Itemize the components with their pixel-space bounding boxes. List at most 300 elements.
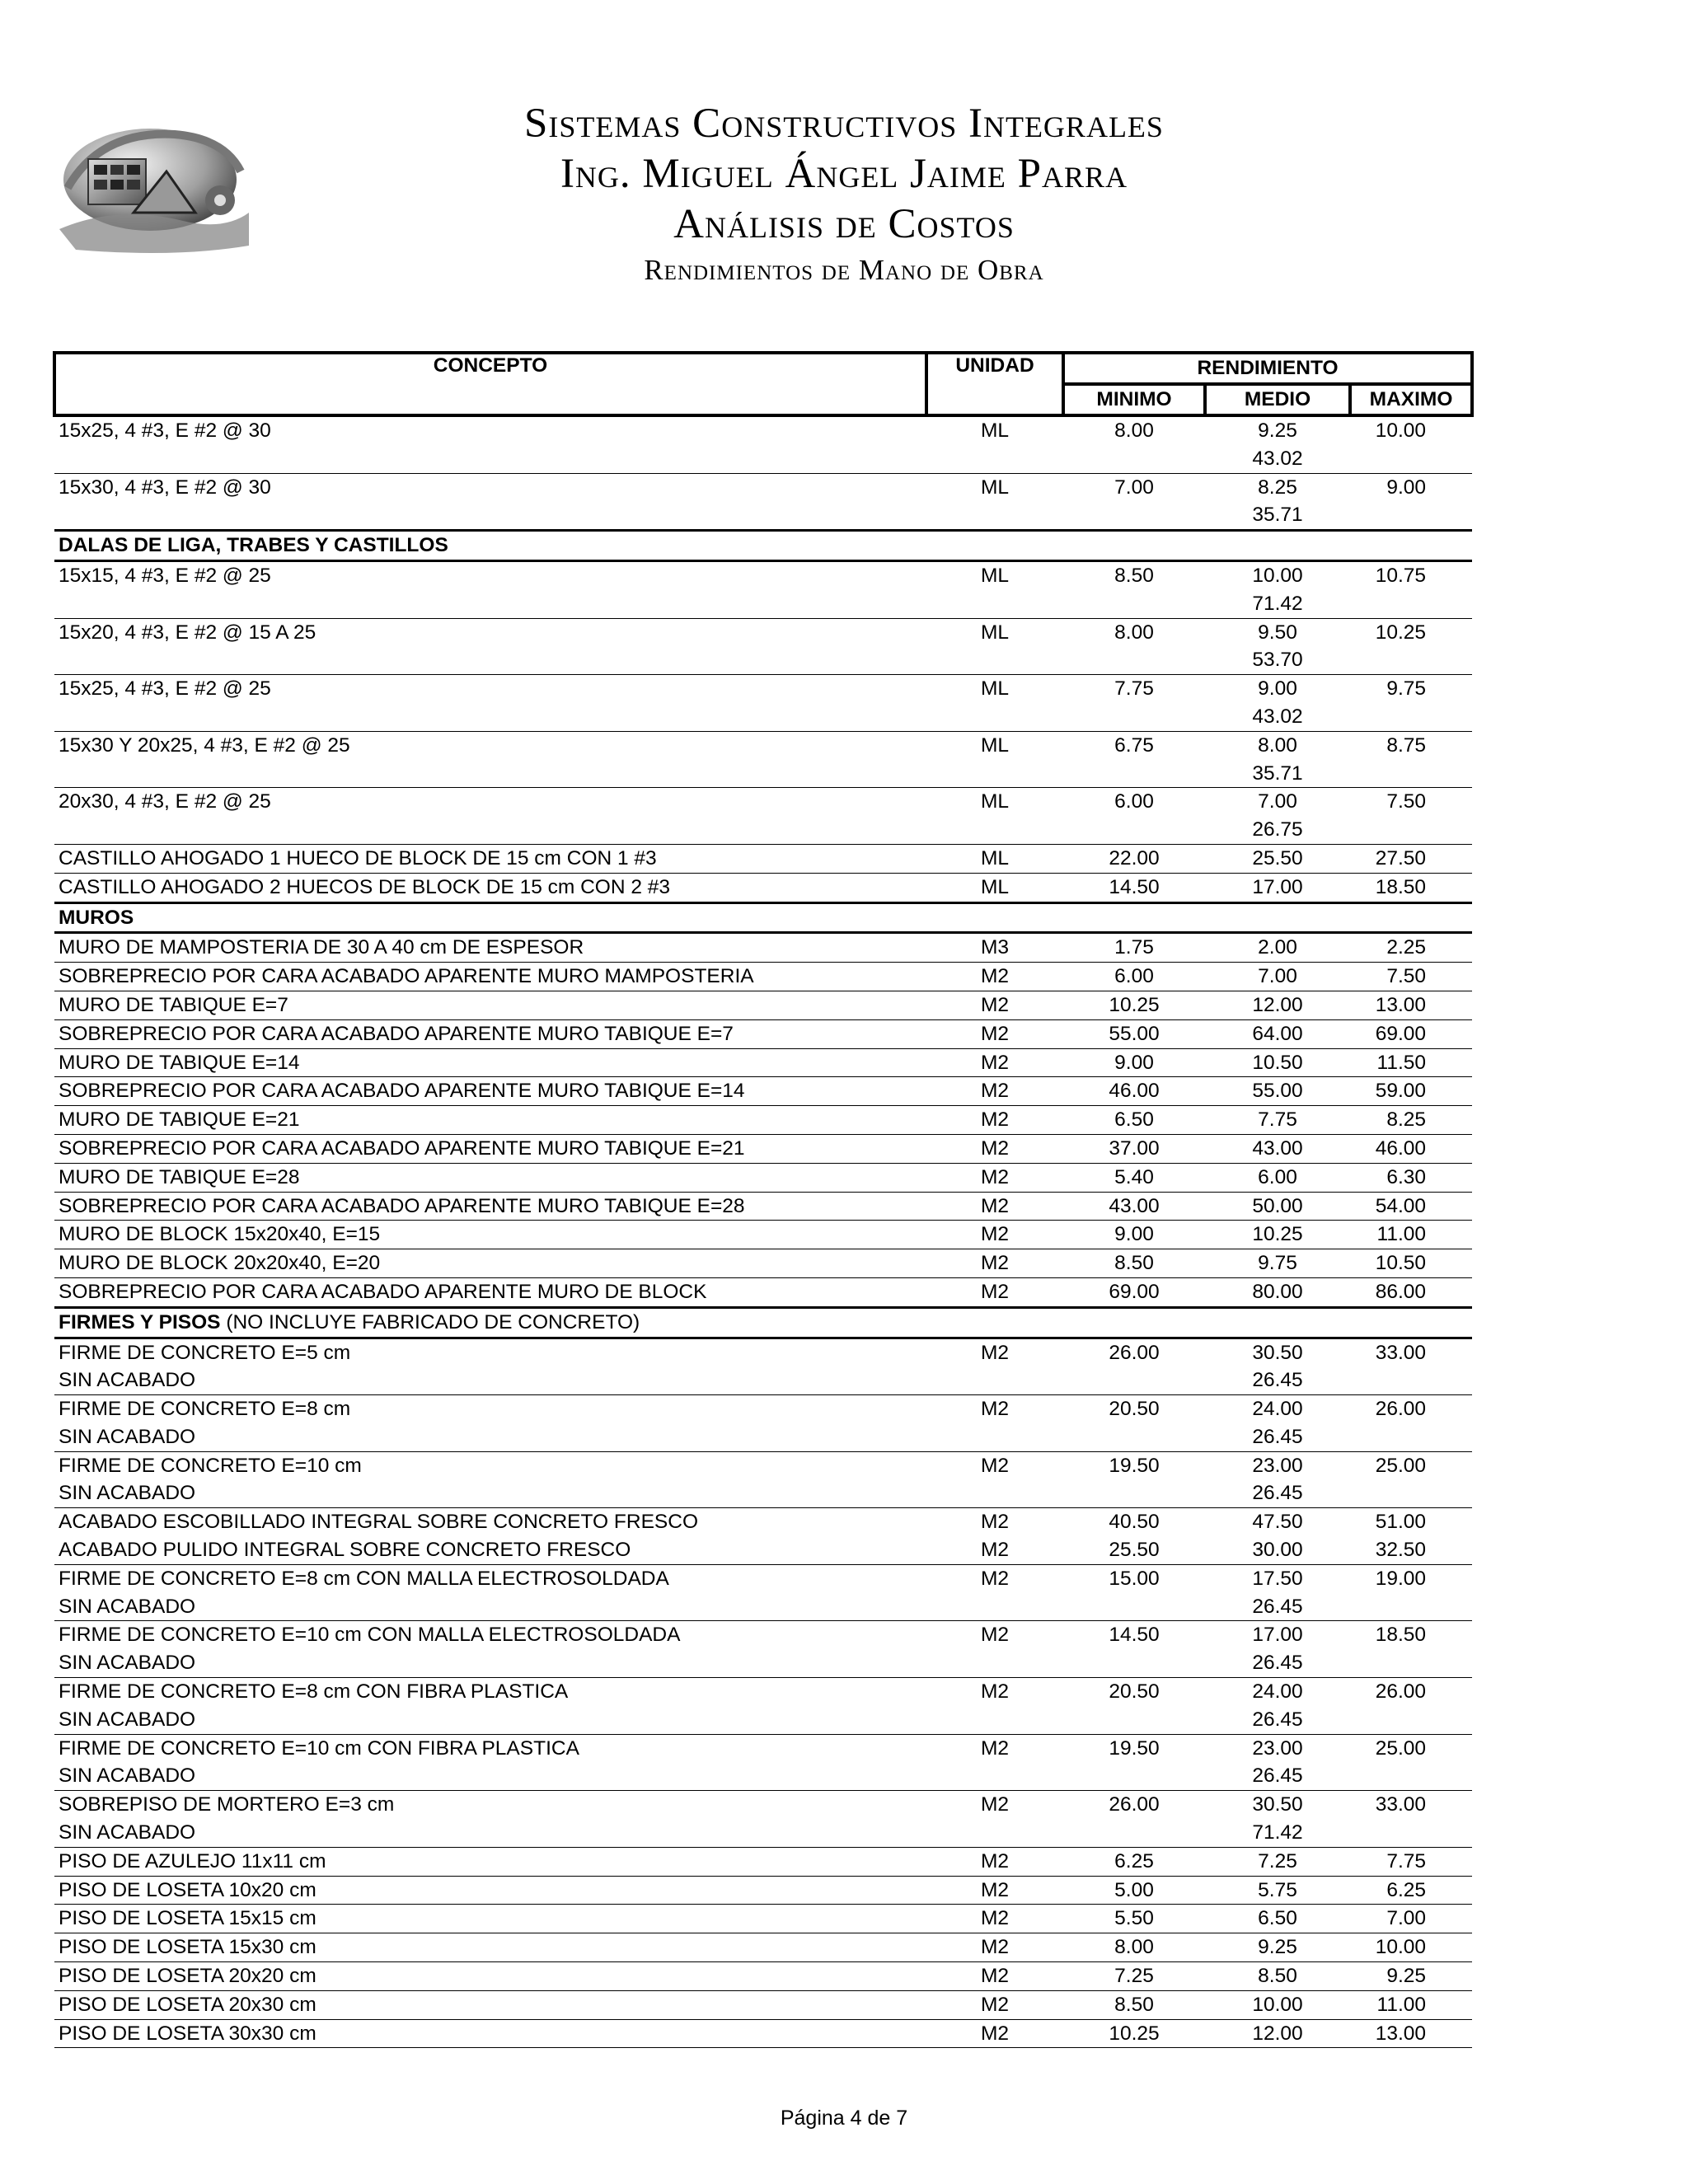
cell-medio: 30.50 bbox=[1252, 1793, 1303, 1816]
cell-maximo: 54.00 bbox=[1350, 1192, 1472, 1221]
cell-maximo: 51.00 bbox=[1375, 1511, 1427, 1534]
cell-minimo: 1.75 bbox=[1063, 933, 1205, 963]
cell-maximo: 9.00 bbox=[1386, 476, 1427, 499]
cell-medio: 47.50 bbox=[1252, 1511, 1303, 1534]
cell-maximo bbox=[1350, 501, 1472, 530]
cell-concepto: MURO DE TABIQUE E=28 bbox=[54, 1163, 926, 1192]
cell-unidad: M2 bbox=[926, 1048, 1063, 1077]
cell-concepto: 20x30, 4 #3, E #2 @ 25 bbox=[59, 790, 271, 813]
cell-maximo: 11.00 bbox=[1350, 1990, 1472, 2019]
table-body bbox=[54, 415, 1472, 2048]
cell-concepto: PISO DE LOSETA 30x30 cm bbox=[54, 2019, 926, 2048]
cell-maximo: 7.00 bbox=[1350, 1905, 1472, 1933]
cell-minimo: 6.00 bbox=[1063, 963, 1205, 991]
cell-concepto: SOBREPRECIO POR CARA ACABADO APARENTE MURO TABIQUE E=21 bbox=[54, 1134, 926, 1163]
cell-minimo bbox=[1063, 1366, 1205, 1394]
cell-maximo: 19.00 bbox=[1375, 1567, 1427, 1590]
table-row bbox=[54, 1593, 1472, 1621]
header-minimo: MINIMO bbox=[1063, 384, 1205, 415]
table-row bbox=[54, 1134, 1472, 1163]
table-row bbox=[54, 1819, 1472, 1847]
cell-concepto: 15x25, 4 #3, E #2 @ 30 bbox=[59, 419, 271, 442]
cell-maximo bbox=[1350, 1706, 1472, 1734]
table-row bbox=[54, 445, 1472, 473]
cell-unidad: M2 bbox=[980, 1341, 1010, 1364]
company-name: Sistemas Constructivos Integrales bbox=[524, 101, 1164, 147]
cell-minimo: 26.00 bbox=[1109, 1341, 1160, 1364]
cell-maximo: 6.30 bbox=[1350, 1163, 1472, 1192]
cell-unidad: M2 bbox=[926, 1106, 1063, 1135]
cell-concepto: FIRME DE CONCRETO E=10 cm CON MALLA ELECTROSOLDADA bbox=[59, 1624, 681, 1647]
cell-concepto: FIRME DE CONCRETO E=5 cm bbox=[59, 1341, 351, 1364]
cell-maximo: 33.00 bbox=[1375, 1341, 1427, 1364]
table-row bbox=[54, 1678, 1472, 1706]
cell-maximo bbox=[1350, 1762, 1472, 1790]
cell-medio: 24.00 bbox=[1252, 1398, 1303, 1421]
cell-unidad: ML bbox=[980, 419, 1010, 442]
cell-concepto: PISO DE LOSETA 15x15 cm bbox=[54, 1905, 926, 1933]
cell-medio: 26.75 bbox=[1205, 816, 1350, 844]
cell-minimo: 8.50 bbox=[1114, 564, 1154, 587]
cell-unidad: M2 bbox=[980, 1736, 1010, 1760]
cell-medio: 10.50 bbox=[1205, 1048, 1350, 1077]
cell-concepto: 15x15, 4 #3, E #2 @ 25 bbox=[59, 564, 271, 587]
cell-minimo bbox=[1063, 1762, 1205, 1790]
cell-minimo bbox=[1063, 1423, 1205, 1451]
cell-concepto: FIRME DE CONCRETO E=8 cm bbox=[59, 1398, 351, 1421]
cell-concepto: SIN ACABADO bbox=[54, 1706, 926, 1734]
cell-medio: 10.00 bbox=[1205, 1990, 1350, 2019]
cell-minimo: 69.00 bbox=[1063, 1277, 1205, 1307]
cell-unidad: M2 bbox=[926, 1536, 1063, 1564]
cell-concepto bbox=[54, 445, 926, 473]
cell-concepto: MURO DE TABIQUE E=14 bbox=[54, 1048, 926, 1077]
cell-concepto: SIN ACABADO bbox=[54, 1819, 926, 1847]
cell-unidad: M2 bbox=[926, 1933, 1063, 1962]
cell-minimo bbox=[1063, 501, 1205, 530]
cell-concepto: ACABADO ESCOBILLADO INTEGRAL SOBRE CONCRETO FRESCO bbox=[59, 1511, 698, 1534]
cell-medio: 26.45 bbox=[1205, 1593, 1350, 1621]
table-row bbox=[54, 873, 1472, 902]
cell-concepto bbox=[54, 703, 926, 731]
cell-unidad: ML bbox=[926, 844, 1063, 873]
cell-minimo: 8.50 bbox=[1063, 1249, 1205, 1278]
cell-unidad bbox=[926, 1649, 1063, 1677]
table-row bbox=[54, 1338, 1472, 1366]
table-row bbox=[54, 1933, 1472, 1962]
cell-maximo bbox=[1350, 445, 1472, 473]
cell-concepto: 15x30, 4 #3, E #2 @ 30 bbox=[59, 476, 271, 499]
cell-unidad: ML bbox=[980, 790, 1010, 813]
cell-unidad: M2 bbox=[926, 1905, 1063, 1933]
cell-maximo: 11.50 bbox=[1350, 1048, 1472, 1077]
table-row bbox=[54, 590, 1472, 618]
cell-medio: 12.00 bbox=[1205, 2019, 1350, 2048]
cell-concepto bbox=[54, 816, 926, 844]
cell-medio: 7.25 bbox=[1205, 1847, 1350, 1876]
table-row bbox=[54, 1192, 1472, 1221]
cell-maximo: 13.00 bbox=[1350, 2019, 1472, 2048]
cell-medio: 6.50 bbox=[1205, 1905, 1350, 1933]
cell-medio: 9.00 bbox=[1258, 677, 1297, 701]
cell-maximo bbox=[1350, 1593, 1472, 1621]
cell-concepto bbox=[54, 760, 926, 788]
cell-minimo bbox=[1063, 1593, 1205, 1621]
cell-unidad: ML bbox=[980, 733, 1010, 757]
section-header-row bbox=[54, 531, 1472, 561]
cell-medio: 23.00 bbox=[1252, 1736, 1303, 1760]
table-row bbox=[54, 1508, 1472, 1536]
table-row bbox=[54, 2019, 1472, 2048]
cell-maximo: 8.75 bbox=[1386, 733, 1427, 757]
cell-medio: 5.75 bbox=[1205, 1876, 1350, 1905]
cell-maximo: 6.25 bbox=[1350, 1876, 1472, 1905]
cell-unidad: ML bbox=[980, 677, 1010, 701]
cell-concepto: CASTILLO AHOGADO 1 HUECO DE BLOCK DE 15 cm CON 1 #3 bbox=[54, 844, 926, 873]
cell-unidad: M2 bbox=[980, 1511, 1010, 1534]
cell-minimo: 20.50 bbox=[1109, 1398, 1160, 1421]
cell-concepto: FIRME DE CONCRETO E=8 cm CON FIBRA PLASTICA bbox=[59, 1680, 569, 1704]
cell-minimo: 19.50 bbox=[1109, 1736, 1160, 1760]
cell-minimo: 7.75 bbox=[1114, 677, 1154, 701]
cell-maximo: 7.50 bbox=[1350, 963, 1472, 991]
cell-unidad: M2 bbox=[926, 1134, 1063, 1163]
cell-minimo bbox=[1063, 816, 1205, 844]
cell-minimo: 6.25 bbox=[1063, 1847, 1205, 1876]
cell-unidad bbox=[926, 646, 1063, 674]
table-row bbox=[54, 1734, 1472, 1762]
header-maximo: MAXIMO bbox=[1350, 384, 1472, 415]
cell-maximo bbox=[1350, 1423, 1472, 1451]
cell-unidad: M3 bbox=[926, 933, 1063, 963]
cell-unidad: M2 bbox=[926, 1277, 1063, 1307]
cell-medio: 8.25 bbox=[1258, 476, 1297, 499]
table-row bbox=[54, 1706, 1472, 1734]
cell-minimo bbox=[1063, 1706, 1205, 1734]
cell-unidad: M2 bbox=[926, 1990, 1063, 2019]
cell-maximo: 18.50 bbox=[1375, 1624, 1427, 1647]
cell-minimo: 8.00 bbox=[1114, 419, 1154, 442]
cell-maximo: 10.50 bbox=[1350, 1249, 1472, 1278]
cell-concepto: SIN ACABADO bbox=[54, 1649, 926, 1677]
cell-maximo: 32.50 bbox=[1350, 1536, 1472, 1564]
cell-medio: 30.00 bbox=[1205, 1536, 1350, 1564]
rendimientos-table bbox=[53, 351, 1474, 2048]
cell-concepto: SIN ACABADO bbox=[54, 1593, 926, 1621]
header-medio: MEDIO bbox=[1205, 384, 1350, 415]
cell-medio: 80.00 bbox=[1205, 1277, 1350, 1307]
section-note: (NO INCLUYE FABRICADO DE CONCRETO) bbox=[220, 1310, 640, 1333]
header-rendimiento: RENDIMIENTO bbox=[1063, 353, 1472, 384]
cell-medio: 9.25 bbox=[1205, 1933, 1350, 1962]
cell-unidad: M2 bbox=[926, 1163, 1063, 1192]
cell-minimo bbox=[1063, 646, 1205, 674]
table-row bbox=[54, 933, 1472, 963]
table-row bbox=[54, 1905, 1472, 1933]
cell-medio: 7.75 bbox=[1205, 1106, 1350, 1135]
cell-unidad: M2 bbox=[980, 1398, 1010, 1421]
engineer-name: Ing. Miguel Ángel Jaime Parra bbox=[560, 151, 1128, 197]
table-row bbox=[54, 618, 1472, 646]
cell-concepto: SOBREPRECIO POR CARA ACABADO APARENTE MURO TABIQUE E=7 bbox=[54, 1019, 926, 1048]
cell-unidad: M2 bbox=[980, 1567, 1010, 1590]
cell-maximo: 27.50 bbox=[1350, 844, 1472, 873]
cell-medio: 6.00 bbox=[1205, 1163, 1350, 1192]
cell-maximo: 10.75 bbox=[1375, 564, 1427, 587]
table-row bbox=[54, 1048, 1472, 1077]
cell-medio: 7.00 bbox=[1205, 963, 1350, 991]
cell-medio: 10.00 bbox=[1252, 564, 1303, 587]
cell-concepto: SOBREPISO DE MORTERO E=3 cm bbox=[59, 1793, 395, 1816]
cell-maximo: 25.00 bbox=[1375, 1454, 1427, 1477]
table-row bbox=[54, 788, 1472, 816]
section-header-row bbox=[54, 902, 1472, 933]
cell-medio: 9.75 bbox=[1205, 1249, 1350, 1278]
header-concepto: CONCEPTO bbox=[54, 353, 926, 415]
table-row bbox=[54, 1621, 1472, 1649]
cell-unidad bbox=[926, 445, 1063, 473]
cell-maximo: 9.25 bbox=[1350, 1962, 1472, 1991]
cell-minimo: 19.50 bbox=[1109, 1454, 1160, 1477]
cell-maximo bbox=[1350, 760, 1472, 788]
cell-medio: 35.71 bbox=[1205, 760, 1350, 788]
cell-medio: 25.50 bbox=[1205, 844, 1350, 873]
cell-maximo: 2.25 bbox=[1350, 933, 1472, 963]
table-row bbox=[54, 1649, 1472, 1677]
cell-maximo: 59.00 bbox=[1350, 1077, 1472, 1106]
cell-minimo: 37.00 bbox=[1063, 1134, 1205, 1163]
cell-unidad: M2 bbox=[926, 991, 1063, 1019]
cell-medio: 43.02 bbox=[1205, 703, 1350, 731]
cell-medio: 17.00 bbox=[1205, 873, 1350, 902]
cell-unidad bbox=[926, 1762, 1063, 1790]
cell-unidad: ML bbox=[980, 621, 1010, 644]
cell-unidad bbox=[926, 816, 1063, 844]
cell-concepto: SIN ACABADO bbox=[54, 1479, 926, 1507]
cell-unidad bbox=[926, 1819, 1063, 1847]
cell-medio: 71.42 bbox=[1205, 1819, 1350, 1847]
table-row bbox=[54, 1019, 1472, 1048]
cell-maximo bbox=[1350, 816, 1472, 844]
table-row bbox=[54, 1564, 1472, 1592]
table-row bbox=[54, 963, 1472, 991]
table-row bbox=[54, 1847, 1472, 1876]
table-row bbox=[54, 816, 1472, 844]
cell-minimo bbox=[1063, 1819, 1205, 1847]
cell-maximo: 10.25 bbox=[1375, 621, 1427, 644]
cell-medio: 26.45 bbox=[1205, 1649, 1350, 1677]
cell-unidad bbox=[926, 760, 1063, 788]
cell-medio: 9.25 bbox=[1258, 419, 1297, 442]
cell-minimo bbox=[1063, 760, 1205, 788]
cell-medio: 50.00 bbox=[1205, 1192, 1350, 1221]
table-row bbox=[54, 1106, 1472, 1135]
cell-maximo: 8.25 bbox=[1350, 1106, 1472, 1135]
cell-maximo bbox=[1350, 1479, 1472, 1507]
cell-maximo: 13.00 bbox=[1350, 991, 1472, 1019]
document-title: Análisis de Costos bbox=[673, 201, 1015, 247]
cell-minimo bbox=[1063, 590, 1205, 618]
cell-concepto: FIRME DE CONCRETO E=10 cm bbox=[59, 1454, 362, 1477]
cell-maximo bbox=[1350, 1819, 1472, 1847]
cell-unidad: M2 bbox=[926, 963, 1063, 991]
cell-maximo: 26.00 bbox=[1375, 1398, 1427, 1421]
table-row bbox=[54, 991, 1472, 1019]
cell-unidad bbox=[926, 1593, 1063, 1621]
cell-minimo: 20.50 bbox=[1109, 1680, 1160, 1704]
cell-minimo bbox=[1063, 445, 1205, 473]
cell-unidad: ML bbox=[980, 476, 1010, 499]
table-row bbox=[54, 1762, 1472, 1790]
cell-minimo: 55.00 bbox=[1063, 1019, 1205, 1048]
cell-concepto: SOBREPRECIO POR CARA ACABADO APARENTE MURO TABIQUE E=14 bbox=[54, 1077, 926, 1106]
cell-maximo: 7.75 bbox=[1350, 1847, 1472, 1876]
cell-medio: 43.00 bbox=[1205, 1134, 1350, 1163]
cell-unidad: M2 bbox=[926, 1077, 1063, 1106]
cell-maximo: 10.00 bbox=[1350, 1933, 1472, 1962]
cell-concepto: SIN ACABADO bbox=[54, 1762, 926, 1790]
cell-concepto: MURO DE TABIQUE E=7 bbox=[54, 991, 926, 1019]
cell-concepto bbox=[54, 646, 926, 674]
cell-maximo: 69.00 bbox=[1350, 1019, 1472, 1048]
cell-minimo: 8.00 bbox=[1114, 621, 1154, 644]
cell-minimo: 10.25 bbox=[1063, 991, 1205, 1019]
document-subtitle: Rendimientos de Mano de Obra bbox=[644, 254, 1044, 286]
table-row bbox=[54, 760, 1472, 788]
table-row bbox=[54, 703, 1472, 731]
table-row bbox=[54, 1479, 1472, 1507]
cell-unidad: M2 bbox=[926, 2019, 1063, 2048]
cell-medio: 26.45 bbox=[1205, 1762, 1350, 1790]
cell-medio: 55.00 bbox=[1205, 1077, 1350, 1106]
cell-unidad: M2 bbox=[926, 1962, 1063, 1991]
cell-minimo: 26.00 bbox=[1109, 1793, 1160, 1816]
table-row bbox=[54, 1249, 1472, 1278]
cell-medio: 8.00 bbox=[1258, 733, 1297, 757]
table-row bbox=[54, 1791, 1472, 1819]
cell-concepto: MURO DE TABIQUE E=21 bbox=[54, 1106, 926, 1135]
cell-maximo: 18.50 bbox=[1350, 873, 1472, 902]
document-header bbox=[0, 99, 1688, 291]
cell-unidad bbox=[926, 1423, 1063, 1451]
cell-medio: 23.00 bbox=[1252, 1454, 1303, 1477]
cell-concepto: PISO DE LOSETA 20x30 cm bbox=[54, 1990, 926, 2019]
cell-minimo: 40.50 bbox=[1109, 1511, 1160, 1534]
cell-concepto: FIRME DE CONCRETO E=8 cm CON MALLA ELECTROSOLDADA bbox=[59, 1567, 669, 1590]
table-row bbox=[54, 844, 1472, 873]
cell-minimo: 5.50 bbox=[1063, 1905, 1205, 1933]
cell-concepto bbox=[54, 590, 926, 618]
cell-unidad: M2 bbox=[980, 1680, 1010, 1704]
cell-medio: 2.00 bbox=[1205, 933, 1350, 963]
cell-concepto: SIN ACABADO bbox=[54, 1366, 926, 1394]
cell-medio: 30.50 bbox=[1252, 1341, 1303, 1364]
cell-medio: 8.50 bbox=[1205, 1962, 1350, 1991]
cell-medio: 53.70 bbox=[1205, 646, 1350, 674]
cell-unidad: M2 bbox=[926, 1249, 1063, 1278]
cell-medio: 17.50 bbox=[1252, 1567, 1303, 1590]
cell-minimo: 25.50 bbox=[1063, 1536, 1205, 1564]
cell-medio: 64.00 bbox=[1205, 1019, 1350, 1048]
cell-unidad bbox=[926, 501, 1063, 530]
cell-maximo: 25.00 bbox=[1375, 1736, 1427, 1760]
cell-medio: 26.45 bbox=[1205, 1479, 1350, 1507]
section-title-text: MUROS bbox=[59, 906, 134, 929]
cell-maximo: 10.00 bbox=[1375, 419, 1427, 442]
cell-medio: 43.02 bbox=[1205, 445, 1350, 473]
cell-minimo: 7.00 bbox=[1114, 476, 1154, 499]
cell-concepto: 15x20, 4 #3, E #2 @ 15 A 25 bbox=[59, 621, 316, 644]
cell-maximo bbox=[1350, 1649, 1472, 1677]
cell-medio: 26.45 bbox=[1205, 1706, 1350, 1734]
cell-concepto: SOBREPRECIO POR CARA ACABADO APARENTE MURO TABIQUE E=28 bbox=[54, 1192, 926, 1221]
cell-concepto: CASTILLO AHOGADO 2 HUECOS DE BLOCK DE 15 cm CON 2 #3 bbox=[54, 873, 926, 902]
cell-minimo bbox=[1063, 1479, 1205, 1507]
cell-unidad: ML bbox=[980, 564, 1010, 587]
cell-minimo: 14.50 bbox=[1109, 1624, 1160, 1647]
cell-unidad: M2 bbox=[926, 1019, 1063, 1048]
table-row bbox=[54, 1077, 1472, 1106]
cell-minimo: 7.25 bbox=[1063, 1962, 1205, 1991]
cell-minimo: 5.00 bbox=[1063, 1876, 1205, 1905]
cell-minimo: 22.00 bbox=[1063, 844, 1205, 873]
cell-concepto: PISO DE LOSETA 15x30 cm bbox=[54, 1933, 926, 1962]
cell-minimo: 8.50 bbox=[1063, 1990, 1205, 2019]
cell-maximo: 9.75 bbox=[1386, 677, 1427, 701]
cell-maximo: 11.00 bbox=[1350, 1221, 1472, 1249]
cell-concepto: FIRME DE CONCRETO E=10 cm CON FIBRA PLASTICA bbox=[59, 1736, 579, 1760]
cell-unidad: M2 bbox=[926, 1847, 1063, 1876]
table-row bbox=[54, 675, 1472, 703]
table-row bbox=[54, 1536, 1472, 1564]
cell-minimo: 8.00 bbox=[1063, 1933, 1205, 1962]
cell-maximo: 33.00 bbox=[1375, 1793, 1427, 1816]
cell-maximo bbox=[1350, 1366, 1472, 1394]
cell-concepto: SIN ACABADO bbox=[54, 1423, 926, 1451]
cell-minimo: 5.40 bbox=[1063, 1163, 1205, 1192]
cell-medio: 10.25 bbox=[1205, 1221, 1350, 1249]
header-unidad: UNIDAD bbox=[926, 353, 1063, 415]
cell-minimo: 6.50 bbox=[1063, 1106, 1205, 1135]
cell-medio: 26.45 bbox=[1205, 1366, 1350, 1394]
cell-maximo bbox=[1350, 703, 1472, 731]
cell-concepto: PISO DE LOSETA 20x20 cm bbox=[54, 1962, 926, 1991]
cell-unidad bbox=[926, 1706, 1063, 1734]
cell-minimo bbox=[1063, 1649, 1205, 1677]
section-title bbox=[54, 531, 1472, 561]
table-row bbox=[54, 731, 1472, 759]
cell-concepto: PISO DE LOSETA 10x20 cm bbox=[54, 1876, 926, 1905]
section-title-text: FIRMES Y PISOS bbox=[59, 1310, 221, 1333]
cell-medio: 35.71 bbox=[1205, 501, 1350, 530]
table-row bbox=[54, 560, 1472, 589]
cell-unidad bbox=[926, 590, 1063, 618]
table-row bbox=[54, 1163, 1472, 1192]
cell-unidad: ML bbox=[926, 873, 1063, 902]
cell-unidad: M2 bbox=[926, 1876, 1063, 1905]
cell-maximo: 26.00 bbox=[1375, 1680, 1427, 1704]
cell-maximo: 7.50 bbox=[1386, 790, 1427, 813]
cell-minimo: 43.00 bbox=[1063, 1192, 1205, 1221]
cell-maximo bbox=[1350, 590, 1472, 618]
cell-medio: 7.00 bbox=[1258, 790, 1297, 813]
table-row bbox=[54, 1962, 1472, 1991]
cell-unidad: M2 bbox=[980, 1454, 1010, 1477]
cell-unidad: M2 bbox=[926, 1221, 1063, 1249]
page-number: Página 4 de 7 bbox=[780, 2107, 908, 2130]
cell-unidad: M2 bbox=[980, 1793, 1010, 1816]
section-title-text: DALAS DE LIGA, TRABES Y CASTILLOS bbox=[59, 534, 448, 557]
